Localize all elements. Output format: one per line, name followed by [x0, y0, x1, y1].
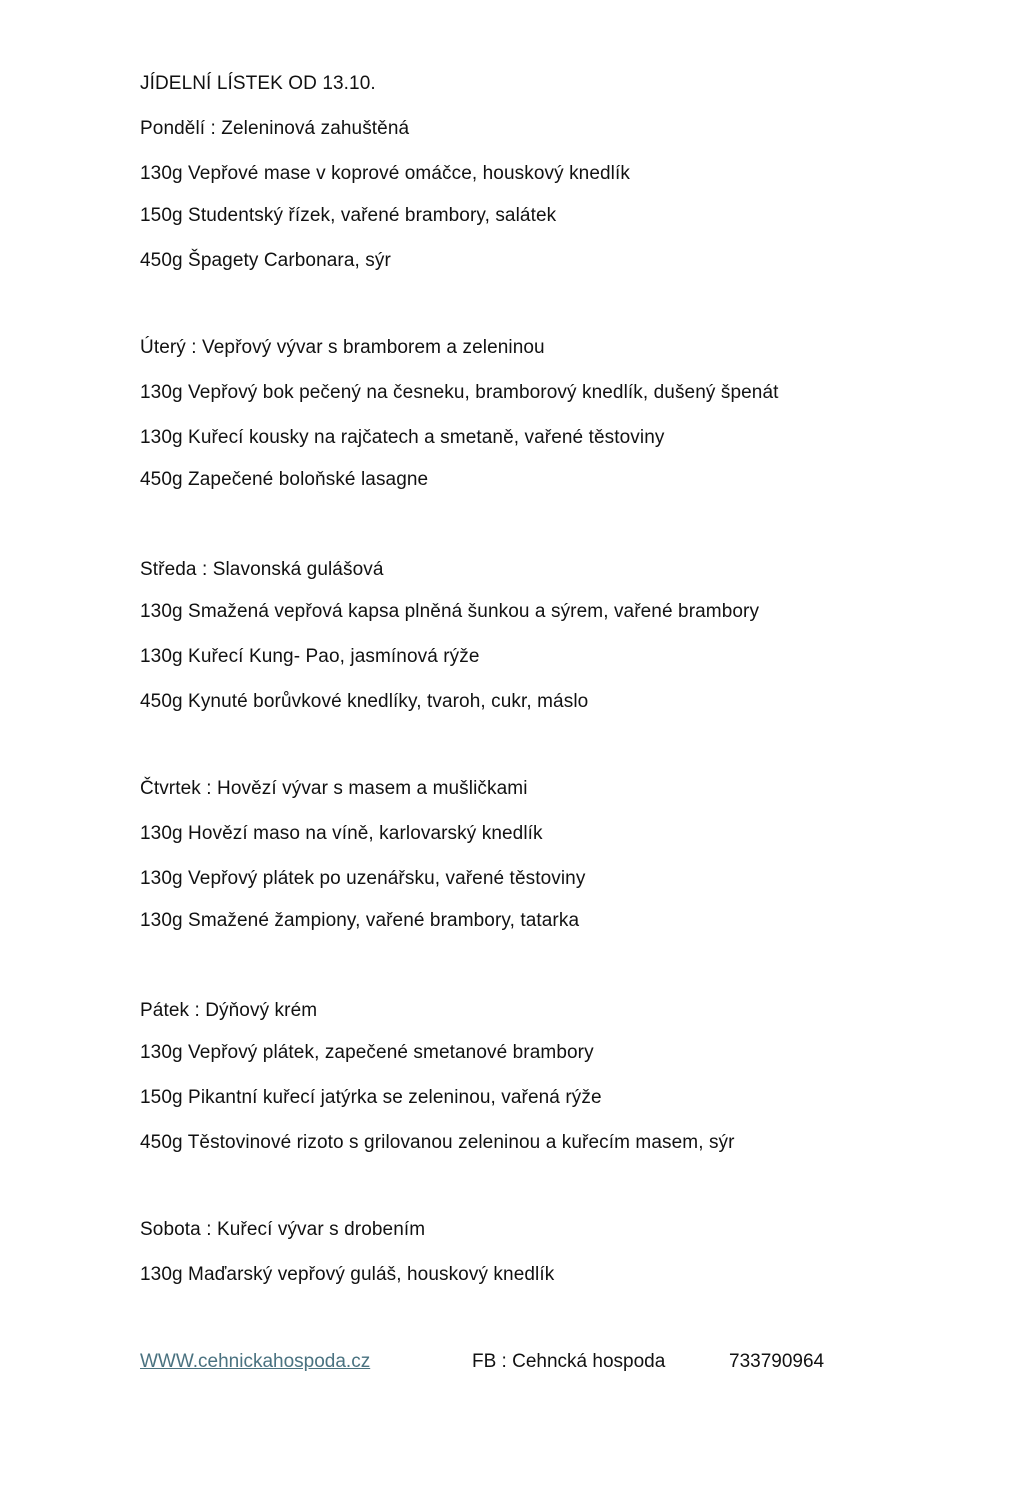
friday-heading: Pátek : Dýňový krém: [140, 1000, 318, 1021]
facebook-label: FB : Cehncká hospoda: [472, 1351, 666, 1372]
thursday-item-1: 130g Hovězí maso na víně, karlovarský knedlík: [140, 823, 543, 844]
thursday-item-2: 130g Vepřový plátek po uzenářsku, vařené těstoviny: [140, 868, 586, 889]
wednesday-item-2: 130g Kuřecí Kung- Pao, jasmínová rýže: [140, 646, 480, 667]
tuesday-heading: Úterý : Vepřový vývar s bramborem a zeleninou: [140, 337, 545, 358]
tuesday-item-1: 130g Vepřový bok pečený na česneku, bramborový knedlík, dušený špenát: [140, 382, 779, 403]
saturday-item-1: 130g Maďarský vepřový guláš, houskový knedlík: [140, 1264, 555, 1285]
wednesday-item-1: 130g Smažená vepřová kapsa plněná šunkou a sýrem, vařené brambory: [140, 601, 760, 622]
wednesday-heading: Středa : Slavonská gulášová: [140, 559, 384, 580]
wednesday-item-3: 450g Kynuté borůvkové knedlíky, tvaroh, cukr, máslo: [140, 691, 589, 712]
website-link[interactable]: WWW.cehnickahospoda.cz: [140, 1351, 371, 1372]
phone-number: 733790964: [729, 1351, 825, 1372]
monday-heading: Pondělí : Zeleninová zahuštěná: [140, 118, 410, 139]
tuesday-item-3: 450g Zapečené boloňské lasagne: [140, 469, 429, 490]
thursday-item-3: 130g Smažené žampiony, vařené brambory, tatarka: [140, 910, 580, 931]
page-title: JÍDELNÍ LÍSTEK OD 13.10.: [140, 73, 376, 94]
friday-item-3: 450g Těstovinové rizoto s grilovanou zeleninou a kuřecím masem, sýr: [140, 1132, 735, 1153]
monday-item-1: 130g Vepřové mase v koprové omáčce, houskový knedlík: [140, 163, 630, 184]
monday-item-3: 450g Špagety Carbonara, sýr: [140, 250, 391, 271]
monday-item-2: 150g Studentský řízek, vařené brambory, salátek: [140, 205, 557, 226]
saturday-heading: Sobota : Kuřecí vývar s drobením: [140, 1219, 426, 1240]
friday-item-1: 130g Vepřový plátek, zapečené smetanové brambory: [140, 1042, 594, 1063]
thursday-heading: Čtvrtek : Hovězí vývar s masem a mušličkami: [140, 778, 528, 799]
tuesday-item-2: 130g Kuřecí kousky na rajčatech a smetaně, vařené těstoviny: [140, 427, 665, 448]
friday-item-2: 150g Pikantní kuřecí jatýrka se zeleninou, vařená rýže: [140, 1087, 602, 1108]
